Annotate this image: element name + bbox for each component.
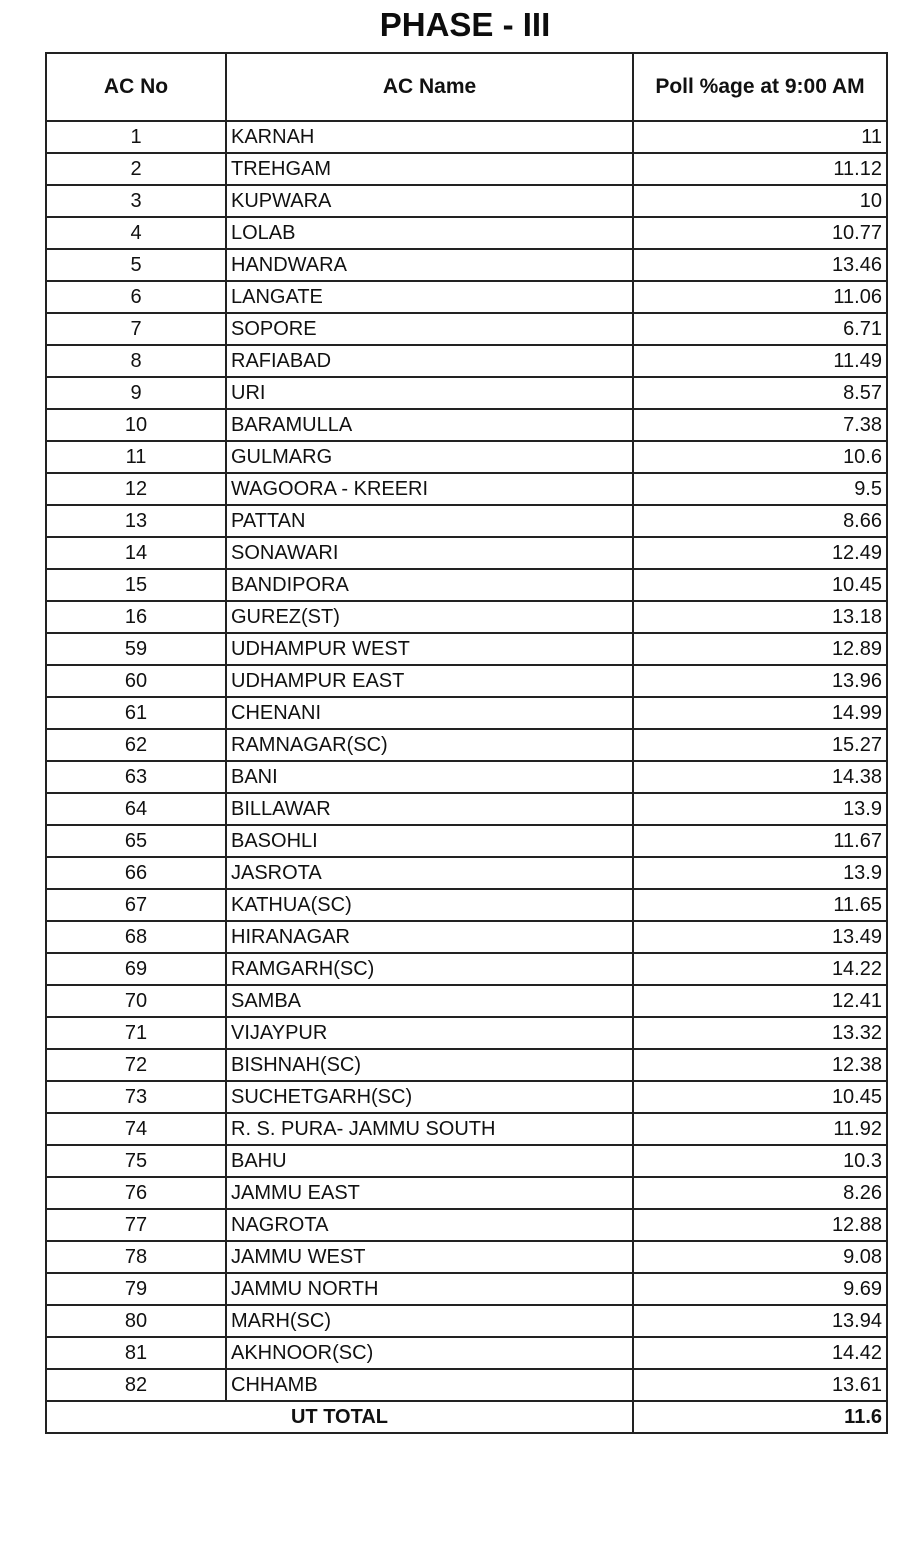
ac-no-cell: 65 — [46, 825, 226, 857]
table-row — [46, 121, 887, 153]
ac-no-cell: 6 — [46, 281, 226, 313]
ac-no-cell: 60 — [46, 665, 226, 697]
ac-no-cell: 4 — [46, 217, 226, 249]
ac-no-cell: 73 — [46, 1081, 226, 1113]
page-title: PHASE - III — [379, 6, 551, 43]
table-row — [46, 825, 887, 857]
ac-name-cell: SUCHETGARH(SC) — [226, 1081, 633, 1113]
ac-name-cell: SOPORE — [226, 313, 633, 345]
ac-no-cell: 11 — [46, 441, 226, 473]
ac-name-cell: HANDWARA — [226, 249, 633, 281]
poll-percentage-cell: 12.38 — [633, 1049, 887, 1081]
ac-name-cell: KATHUA(SC) — [226, 889, 633, 921]
ac-no-cell: 78 — [46, 1241, 226, 1273]
poll-percentage-cell: 12.49 — [633, 537, 887, 569]
poll-percentage-cell: 13.94 — [633, 1305, 887, 1337]
table-row — [46, 1113, 887, 1145]
ac-no-cell: 61 — [46, 697, 226, 729]
table-row — [46, 409, 887, 441]
table-row — [46, 569, 887, 601]
ac-no-cell: 5 — [46, 249, 226, 281]
ac-name-cell: BASOHLI — [226, 825, 633, 857]
table-row — [46, 377, 887, 409]
poll-percentage-cell: 8.26 — [633, 1177, 887, 1209]
table-row — [46, 1209, 887, 1241]
poll-percentage-cell: 15.27 — [633, 729, 887, 761]
poll-percentage-cell: 11.06 — [633, 281, 887, 313]
table-row — [46, 1305, 887, 1337]
table-row — [46, 345, 887, 377]
table-row — [46, 1273, 887, 1305]
poll-percentage-cell: 10.3 — [633, 1145, 887, 1177]
table-row — [46, 1049, 887, 1081]
table-row — [46, 217, 887, 249]
ac-no-cell: 7 — [46, 313, 226, 345]
ac-no-cell: 16 — [46, 601, 226, 633]
table-row — [46, 249, 887, 281]
poll-percentage-cell: 11.65 — [633, 889, 887, 921]
table-row — [46, 537, 887, 569]
table-row — [46, 601, 887, 633]
poll-percentage-cell: 8.66 — [633, 505, 887, 537]
ac-no-cell: 9 — [46, 377, 226, 409]
ac-no-cell: 63 — [46, 761, 226, 793]
ac-name-cell: UDHAMPUR WEST — [226, 633, 633, 665]
poll-percentage-cell: 11.92 — [633, 1113, 887, 1145]
ac-name-cell: LANGATE — [226, 281, 633, 313]
table-row — [46, 281, 887, 313]
table-row — [46, 921, 887, 953]
poll-percentage-cell: 14.22 — [633, 953, 887, 985]
table-row — [46, 1081, 887, 1113]
ac-name-cell: SONAWARI — [226, 537, 633, 569]
table-row — [46, 505, 887, 537]
table-row — [46, 1017, 887, 1049]
ac-name-cell: KARNAH — [226, 121, 633, 153]
poll-percentage-cell: 7.38 — [633, 409, 887, 441]
ac-no-cell: 2 — [46, 153, 226, 185]
ac-no-cell: 79 — [46, 1273, 226, 1305]
table-row — [46, 665, 887, 697]
ac-no-cell: 15 — [46, 569, 226, 601]
ac-name-cell: AKHNOOR(SC) — [226, 1337, 633, 1369]
ac-no-cell: 12 — [46, 473, 226, 505]
table-row — [46, 729, 887, 761]
ac-name-cell: GUREZ(ST) — [226, 601, 633, 633]
table-row — [46, 633, 887, 665]
table-row — [46, 985, 887, 1017]
ac-name-cell: LOLAB — [226, 217, 633, 249]
ac-no-cell: 71 — [46, 1017, 226, 1049]
ac-name-cell: BILLAWAR — [226, 793, 633, 825]
table-row — [46, 889, 887, 921]
ac-name-cell: CHENANI — [226, 697, 633, 729]
poll-percentage-cell: 13.9 — [633, 857, 887, 889]
table-row — [46, 1177, 887, 1209]
ac-name-cell: RAMNAGAR(SC) — [226, 729, 633, 761]
poll-percentage-cell: 13.61 — [633, 1369, 887, 1401]
ut-total-label: UT TOTAL — [46, 1401, 633, 1433]
poll-percentage-cell: 13.18 — [633, 601, 887, 633]
poll-percentage-cell: 11.49 — [633, 345, 887, 377]
ac-name-cell: UDHAMPUR EAST — [226, 665, 633, 697]
ac-no-cell: 13 — [46, 505, 226, 537]
ac-no-cell: 69 — [46, 953, 226, 985]
ac-no-cell: 1 — [46, 121, 226, 153]
ac-no-cell: 72 — [46, 1049, 226, 1081]
poll-percentage-cell: 12.89 — [633, 633, 887, 665]
table-row — [46, 1369, 887, 1401]
ac-name-cell: KUPWARA — [226, 185, 633, 217]
poll-percentage-cell: 10.45 — [633, 1081, 887, 1113]
ac-name-cell: NAGROTA — [226, 1209, 633, 1241]
table-row — [46, 185, 887, 217]
table-row — [46, 761, 887, 793]
poll-percentage-cell: 8.57 — [633, 377, 887, 409]
ac-name-cell: RAMGARH(SC) — [226, 953, 633, 985]
ac-no-cell: 59 — [46, 633, 226, 665]
poll-percentage-cell: 13.96 — [633, 665, 887, 697]
ac-name-cell: GULMARG — [226, 441, 633, 473]
ac-name-cell: JASROTA — [226, 857, 633, 889]
poll-percentage-cell: 9.5 — [633, 473, 887, 505]
ac-name-cell: TREHGAM — [226, 153, 633, 185]
ac-name-cell: WAGOORA - KREERI — [226, 473, 633, 505]
table-row — [46, 857, 887, 889]
ac-no-cell: 75 — [46, 1145, 226, 1177]
ac-no-cell: 8 — [46, 345, 226, 377]
ac-no-cell: 77 — [46, 1209, 226, 1241]
ac-name-cell: URI — [226, 377, 633, 409]
poll-percentage-cell: 13.46 — [633, 249, 887, 281]
ac-name-cell: JAMMU NORTH — [226, 1273, 633, 1305]
ac-name-cell: BISHNAH(SC) — [226, 1049, 633, 1081]
poll-percentage-cell: 14.99 — [633, 697, 887, 729]
ac-no-cell: 3 — [46, 185, 226, 217]
ac-name-cell: JAMMU WEST — [226, 1241, 633, 1273]
poll-percentage-cell: 12.41 — [633, 985, 887, 1017]
poll-percentage-cell: 9.69 — [633, 1273, 887, 1305]
table-row — [46, 793, 887, 825]
ac-name-cell: SAMBA — [226, 985, 633, 1017]
ac-no-cell: 64 — [46, 793, 226, 825]
ac-name-cell: R. S. PURA- JAMMU SOUTH — [226, 1113, 633, 1145]
poll-percentage-table — [45, 52, 888, 1434]
ac-name-cell: BARAMULLA — [226, 409, 633, 441]
ac-no-cell: 76 — [46, 1177, 226, 1209]
poll-percentage-cell: 10.77 — [633, 217, 887, 249]
table-row — [46, 953, 887, 985]
poll-percentage-cell: 9.08 — [633, 1241, 887, 1273]
table-row — [46, 473, 887, 505]
poll-percentage-cell: 14.38 — [633, 761, 887, 793]
poll-percentage-cell: 11.67 — [633, 825, 887, 857]
ac-no-cell: 67 — [46, 889, 226, 921]
table-row — [46, 153, 887, 185]
ac-no-cell: 70 — [46, 985, 226, 1017]
ac-no-cell: 80 — [46, 1305, 226, 1337]
ac-no-cell: 10 — [46, 409, 226, 441]
ac-no-cell: 14 — [46, 537, 226, 569]
table-row — [46, 313, 887, 345]
ac-name-cell: BAHU — [226, 1145, 633, 1177]
poll-percentage-cell: 12.88 — [633, 1209, 887, 1241]
poll-percentage-cell: 10 — [633, 185, 887, 217]
ac-no-cell: 81 — [46, 1337, 226, 1369]
ac-name-cell: PATTAN — [226, 505, 633, 537]
table-row — [46, 1337, 887, 1369]
poll-percentage-cell: 14.42 — [633, 1337, 887, 1369]
table-header-row — [46, 53, 887, 121]
poll-percentage-cell: 13.49 — [633, 921, 887, 953]
ac-name-cell: BANI — [226, 761, 633, 793]
table-row — [46, 1241, 887, 1273]
column-header-poll-percentage: Poll %age at 9:00 AM — [633, 53, 887, 121]
column-header-ac-no: AC No — [46, 53, 226, 121]
ac-no-cell: 62 — [46, 729, 226, 761]
ut-total-row — [46, 1401, 887, 1433]
ac-name-cell: JAMMU EAST — [226, 1177, 633, 1209]
ac-no-cell: 82 — [46, 1369, 226, 1401]
ac-name-cell: RAFIABAD — [226, 345, 633, 377]
ac-name-cell: MARH(SC) — [226, 1305, 633, 1337]
poll-percentage-cell: 6.71 — [633, 313, 887, 345]
ac-no-cell: 68 — [46, 921, 226, 953]
ac-name-cell: CHHAMB — [226, 1369, 633, 1401]
poll-percentage-cell: 13.32 — [633, 1017, 887, 1049]
poll-percentage-cell: 11.12 — [633, 153, 887, 185]
ac-name-cell: HIRANAGAR — [226, 921, 633, 953]
ac-name-cell: BANDIPORA — [226, 569, 633, 601]
poll-percentage-cell: 13.9 — [633, 793, 887, 825]
poll-percentage-cell: 10.6 — [633, 441, 887, 473]
ac-no-cell: 66 — [46, 857, 226, 889]
table-row — [46, 697, 887, 729]
column-header-ac-name: AC Name — [226, 53, 633, 121]
ac-no-cell: 74 — [46, 1113, 226, 1145]
poll-percentage-cell: 10.45 — [633, 569, 887, 601]
table-body — [46, 121, 887, 1433]
poll-percentage-cell: 11 — [633, 121, 887, 153]
table-row — [46, 1145, 887, 1177]
ac-name-cell: VIJAYPUR — [226, 1017, 633, 1049]
ut-total-value: 11.6 — [633, 1401, 887, 1433]
table-row — [46, 441, 887, 473]
